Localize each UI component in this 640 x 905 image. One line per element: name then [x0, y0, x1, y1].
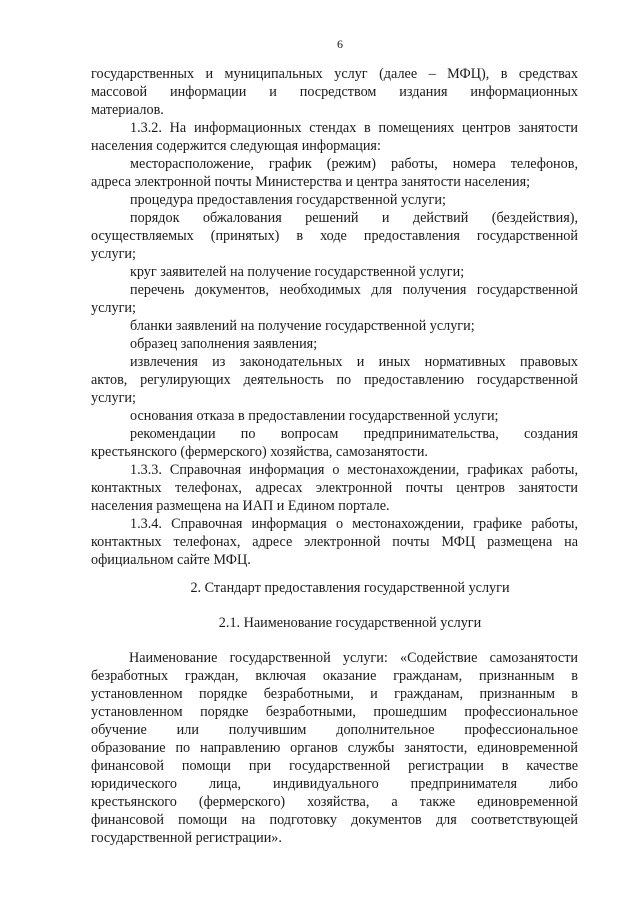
section-heading: 2.1. Наименование государственной услуги: [218, 615, 482, 631]
text-line: юридического лица, индивидуального предпринимателя либо: [91, 776, 578, 792]
text-line: услуги;: [91, 390, 136, 406]
text-line: финансовой помощи при государственной регистрации в качестве: [91, 758, 578, 774]
text-line: услуги;: [91, 300, 136, 316]
page-number: 6: [337, 37, 343, 51]
text-line: процедура предоставления государственной услуги;: [130, 192, 446, 208]
text-line: круг заявителей на получение государственной услуги;: [130, 264, 465, 280]
text-line: рекомендации по вопросам предпринимательства, создания: [130, 426, 578, 442]
text-line: актов, регулирующих деятельность по предоставлению государственной: [91, 372, 578, 388]
text-line: обучение или получившим дополнительное профессиональное: [91, 722, 578, 738]
text-line: 1.3.4. Справочная информация о местонахождении, графике работы,: [130, 516, 578, 532]
text-line: крестьянского (фермерского) хозяйства, а также единовременной: [91, 794, 578, 810]
text-line: контактных телефонах, адресе электронной почты МФЦ размещена на: [91, 534, 578, 550]
text-line: образование по направлению органов службы занятости, единовременной: [91, 740, 578, 756]
text-line: крестьянского (фермерского) хозяйства, самозанятости.: [91, 444, 428, 460]
text-line: 1.3.3. Справочная информация о местонахождении, графиках работы,: [130, 462, 578, 478]
text-line: установленном порядке безработными, прошедшим профессиональное: [91, 704, 578, 720]
text-line: порядок обжалования решений и действий (бездействия),: [130, 210, 578, 226]
text-line: установленном порядке безработными, и гражданам, признанным в: [91, 686, 578, 702]
text-line: Наименование государственной услуги: «Содействие самозанятости: [129, 650, 578, 666]
text-line: населения содержится следующая информация:: [91, 138, 381, 154]
text-line: бланки заявлений на получение государственной услуги;: [130, 318, 475, 334]
text-line: перечень документов, необходимых для получения государственной: [130, 282, 578, 298]
text-line: основания отказа в предоставлении государственной услуги;: [130, 408, 499, 424]
text-line: 1.3.2. На информационных стендах в помещениях центров занятости: [130, 120, 578, 136]
text-line: государственных и муниципальных услуг (далее – МФЦ), в средствах: [91, 66, 578, 82]
section-heading: 2. Стандарт предоставления государственной услуги: [190, 580, 510, 596]
text-line: государственной регистрации».: [91, 830, 282, 846]
text-line: финансовой помощи на подготовку документов для соответствующей: [91, 812, 578, 828]
text-line: извлечения из законодательных и иных нормативных правовых: [130, 354, 578, 370]
text-line: населения размещена на ИАП и Едином портале.: [91, 498, 390, 514]
text-line: услуги;: [91, 246, 136, 262]
text-line: осуществляемых (принятых) в ходе предоставления государственной: [91, 228, 578, 244]
text-line: безработных граждан, включая оказание гражданам, признанным в: [91, 668, 578, 684]
text-line: массовой информации и посредством издания информационных: [91, 84, 578, 100]
text-line: контактных телефонах, адресах электронной почты центров занятости: [91, 480, 578, 496]
text-line: материалов.: [91, 102, 164, 118]
text-line: месторасположение, график (режим) работы, номера телефонов,: [130, 156, 578, 172]
text-line: официальном сайте МФЦ.: [91, 552, 251, 568]
text-line: образец заполнения заявления;: [130, 336, 318, 352]
text-line: адреса электронной почты Министерства и центра занятости населения;: [91, 174, 531, 190]
